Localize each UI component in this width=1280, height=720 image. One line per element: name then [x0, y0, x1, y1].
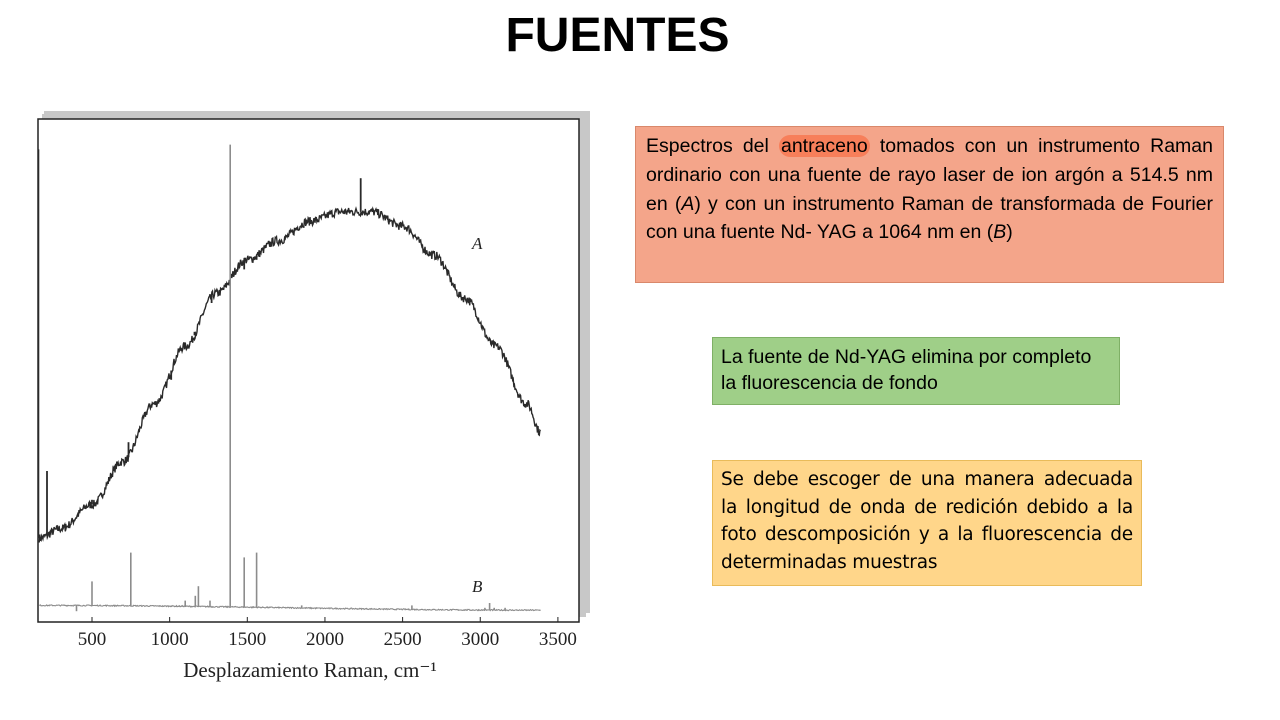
note-yellow-box: Se debe escoger de una manera adecuada la longitud de onda de redición debido a la foto descomposición y a la fluorescencia de determinadas muestras: [712, 460, 1142, 586]
caption-series-b: B: [993, 221, 1007, 244]
x-axis-label: Desplazamiento Raman, cm⁻¹: [183, 658, 437, 682]
x-tick-label: 3000: [461, 629, 500, 650]
caption-series-a: A: [681, 192, 695, 215]
caption-text-after: tomados con un instrumento Raman ordinario con una fuente de rayo laser de ion argón a 514.5 nm en (: [646, 135, 1213, 215]
caption-text-before: Espectros del: [646, 135, 779, 157]
caption-text-end: ): [1006, 221, 1013, 244]
x-tick-label: 2000: [305, 629, 344, 650]
slide-title: FUENTES: [505, 9, 730, 62]
x-tick-label: 1500: [228, 629, 267, 650]
x-tick-label: 2500: [383, 629, 422, 650]
caption-highlight-antraceno: antraceno: [780, 135, 868, 157]
x-tick-label: 1000: [150, 629, 189, 650]
series-label-b: B: [472, 577, 483, 596]
x-tick-label: 500: [77, 629, 107, 650]
caption-text-middle: ) y con un instrumento Raman de transformada de Fourier con una fuente Nd- YAG a 1064 nm en (: [646, 192, 1214, 244]
x-tick-label: 3500: [538, 629, 577, 650]
plot-area: [38, 119, 579, 622]
note-green-box: La fuente de Nd-YAG elimina por completo la fluorescencia de fondo: [712, 337, 1120, 405]
caption-box: [635, 126, 1224, 283]
series-label-a: A: [472, 234, 483, 253]
